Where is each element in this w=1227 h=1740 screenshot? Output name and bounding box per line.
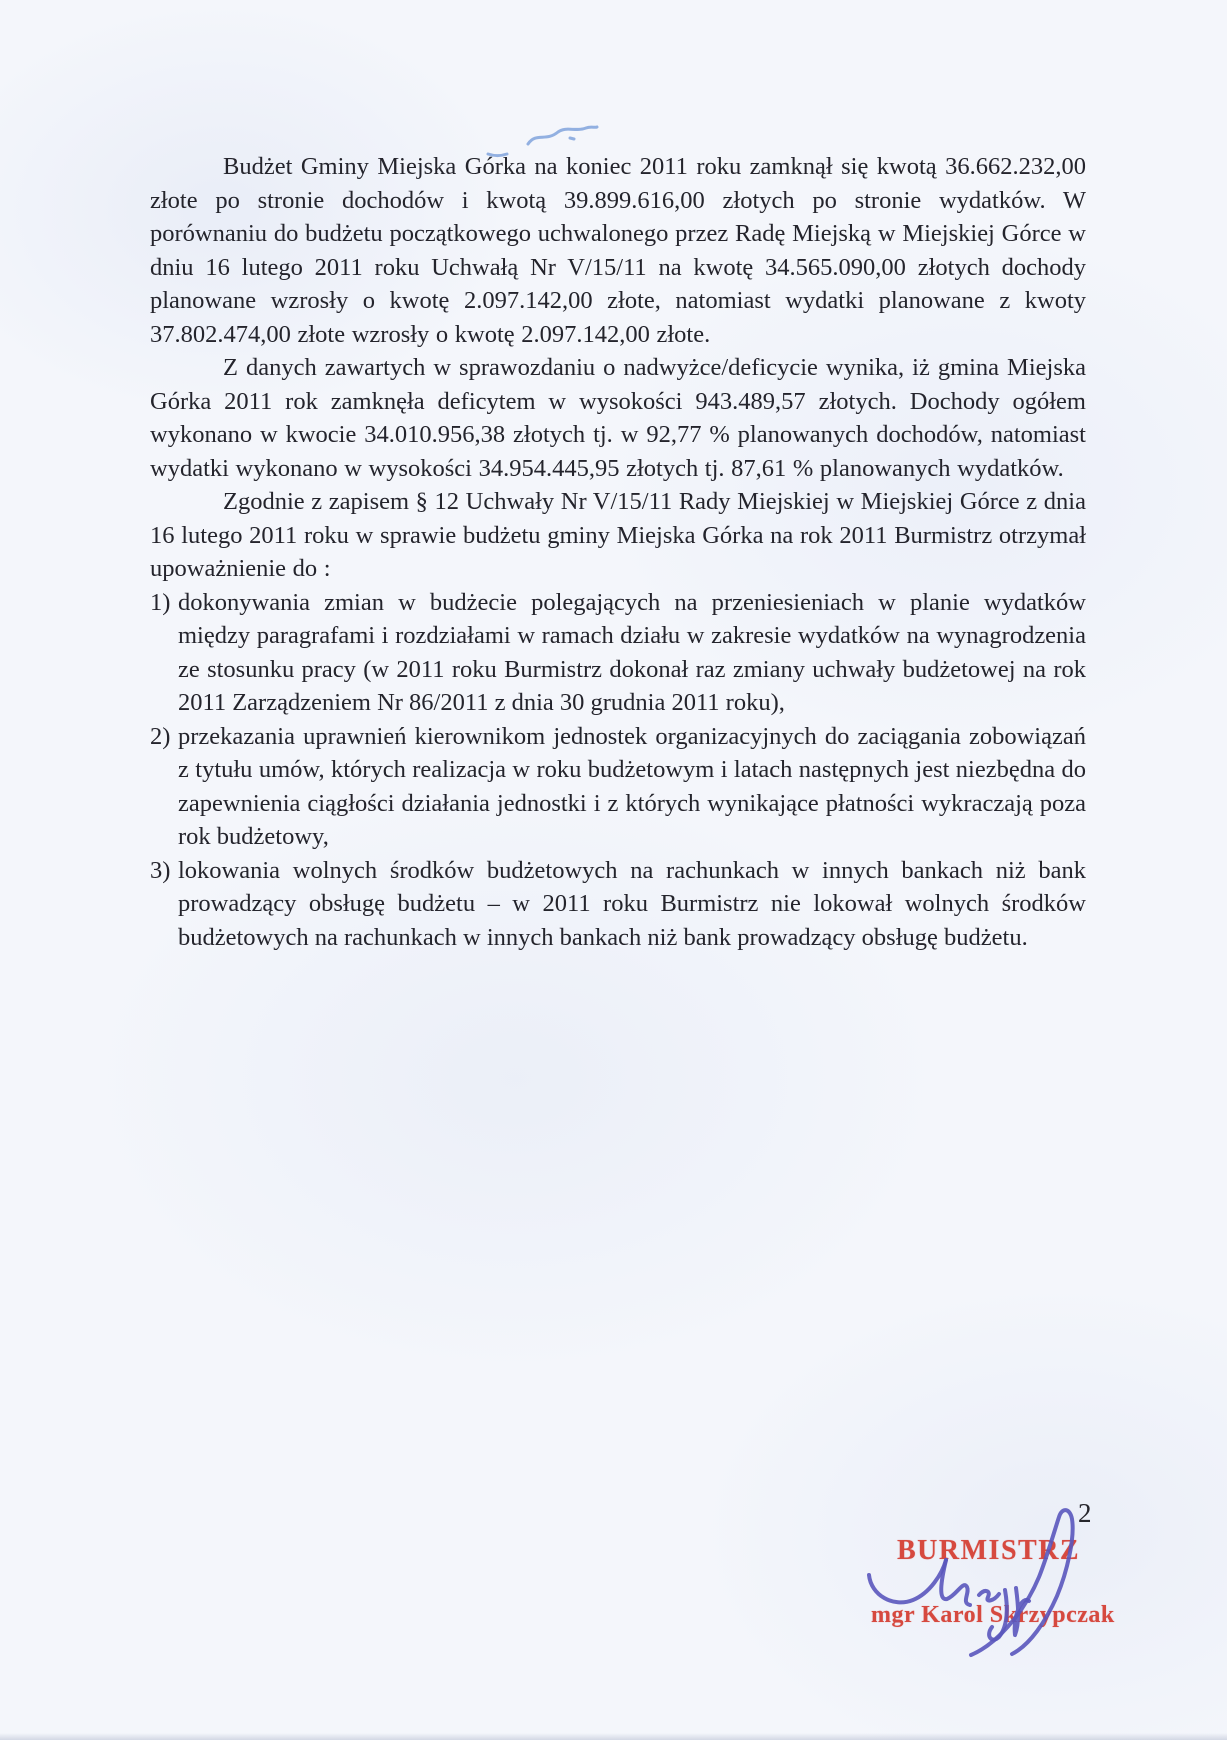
stamp-name: mgr Karol Skrzypczak (871, 1602, 1115, 1628)
list-item-text: dokonywania zmian w budżecie polegających na przeniesieniach w planie wydatków między paragrafami i rozdziałami w ramach działu w zakresie wydatków na wynagrodzenia ze stosunku pracy (w 2011 roku Burmistrz dokonał raz zmiany uchwały budżetowej na rok 2011 Zarządzeniem Nr 86/2011 z dnia 30 grudnia 2011 roku), (178, 588, 1086, 716)
list-item-number: 1) (150, 588, 171, 616)
list-item-text: lokowania wolnych środków budżetowych na rachunkach w innych bankach niż bank prowadzący obsługę budżetu – w 2011 roku Burmistrz nie lokował wolnych środków budżetowych na rachunkach w innych bankach niż bank prowadzący obsługę budżetu. (178, 856, 1086, 951)
paragraph-deficit: Z danych zawartych w sprawozdaniu o nadwyżce/deficycie wynika, iż gmina Miejska Górka 2011 rok zamknęła deficytem w wysokości 943.489,57 złotych. Dochody ogółem wykonano w kwocie 34.010.956,38 złotych tj. w 92,77 % planowanych dochodów, natomiast wydatki wykonano w wysokości 34.954.445,95 złotych tj. 87,61 % planowanych wydatków. (150, 354, 1086, 482)
list-item (150, 586, 1086, 720)
list-item-text: przekazania uprawnień kierownikom jednostek organizacyjnych do zaciągania zobowiązań z tytułu umów, których realizacja w roku budżetowym i latach następnych jest niezbędna do zapewnienia ciągłości działania jednostki i z których wynikające płatności wykraczają poza rok budżetowy, (178, 722, 1086, 850)
authorization-list (150, 586, 1086, 955)
signature-icon (855, 1503, 1085, 1663)
document-body (150, 150, 1086, 954)
list-item-number: 2) (150, 722, 171, 750)
paragraph-authorization-intro: Zgodnie z zapisem § 12 Uchwały Nr V/15/11 Rady Miejskiej w Miejskiej Górce z dnia 16 lutego 2011 roku w sprawie budżetu gminy Miejska Górka na rok 2011 Burmistrz otrzymał upoważnienie do : (150, 488, 1086, 582)
list-item-number: 3) (150, 856, 171, 884)
stamp-title: BURMISTRZ (897, 1535, 1081, 1566)
paragraph-budget-summary: Budżet Gminy Miejska Górka na koniec 2011 roku zamknął się kwotą 36.662.232,00 złote po stronie dochodów i kwotą 39.899.616,00 złotych po stronie wydatków. W porównaniu do budżetu początkowego uchwalonego przez Radę Miejską w Miejskiej Górce w dniu 16 lutego 2011 roku Uchwałą Nr V/15/11 na kwotę 34.565.090,00 złotych dochody planowane wzrosły o kwotę 2.097.142,00 złote, natomiast wydatki planowane z kwoty 37.802.474,00 złote wzrosły o kwotę 2.097.142,00 złote. (150, 153, 1086, 348)
list-item (150, 854, 1086, 955)
list-item (150, 720, 1086, 854)
page-number: 2 (1078, 1498, 1092, 1528)
